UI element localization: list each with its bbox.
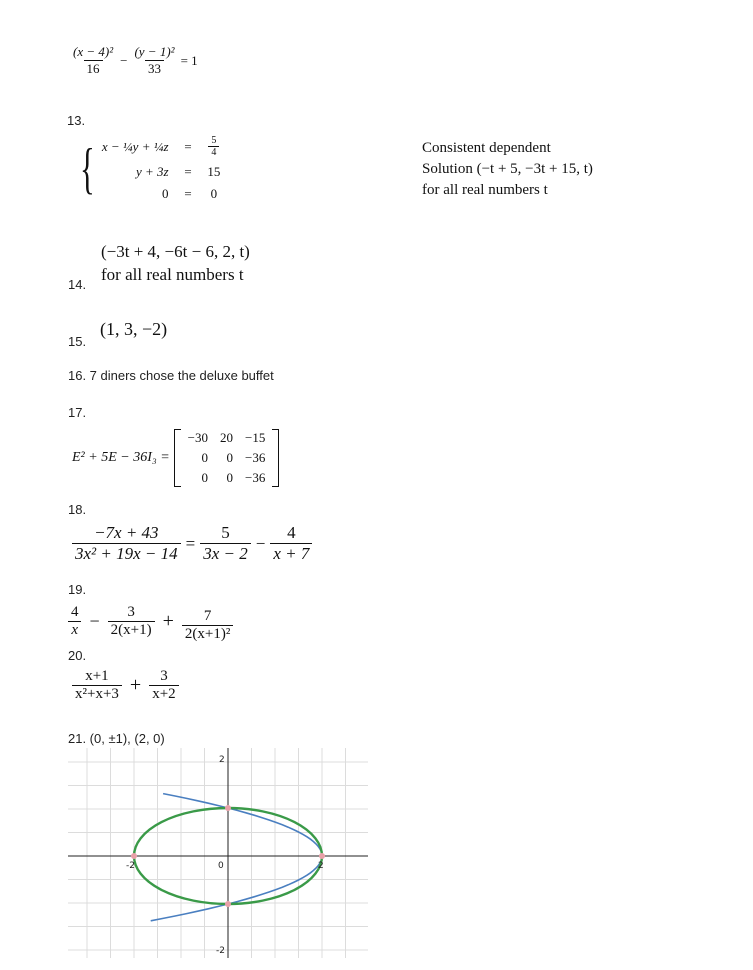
x-tick-neg2: -2 xyxy=(126,861,135,871)
term2-fraction: $\frac{3}{x+2}$ xyxy=(149,668,178,703)
matrix-row xyxy=(183,469,271,487)
item-17-label: 17. xyxy=(68,405,87,420)
rhs-fraction: $\frac{5}{4}$ xyxy=(208,135,219,158)
matrix-cell: 0 xyxy=(201,470,209,485)
item-18-label: 18. xyxy=(68,502,87,517)
term3-fraction: $\frac{7}{\text{2(x+1)²}}$ xyxy=(182,608,233,643)
x-tick-2: 2 xyxy=(318,861,324,871)
item-15-label: 15. xyxy=(68,334,87,349)
y-tick-2: 2 xyxy=(219,755,225,765)
parabola-curve xyxy=(151,794,322,921)
matrix-row xyxy=(183,429,271,447)
term1-fraction: $\frac{5}{3x - 2}$ xyxy=(200,523,251,564)
system-13 xyxy=(74,131,225,206)
item-20-label: 20. xyxy=(68,648,87,663)
intersection-point-bottom xyxy=(225,901,231,907)
matrix-cell: 20 xyxy=(220,430,234,445)
item-19-label: 19. xyxy=(68,582,87,597)
term2-fraction: $\frac{4}{x + 7}$ xyxy=(270,523,312,564)
matrix-cell: 0 xyxy=(226,450,234,465)
term2-fraction: $\frac{3}{2(x+1)}$ xyxy=(108,604,155,639)
left-brace: { xyxy=(80,137,95,200)
term1-fraction: $\frac{4}{x}$ xyxy=(68,604,82,639)
result-matrix xyxy=(181,427,273,489)
right-bracket xyxy=(272,429,279,487)
fraction-y: $\frac{\text{(y − 1)²}}{33}$ xyxy=(134,44,175,76)
equation-18: $\frac{-7x + 43}{\text{3x² + 19x − 14}}$ = $\frac{5}{3x - 2}$ − $\frac{4}{x + 7}$ xyxy=(72,523,312,564)
matrix-cell: −15 xyxy=(245,430,266,445)
matrix-row xyxy=(183,449,271,467)
answer-13: Consistent dependent Solution (−t + 5, −3t + 15, t) for all real numbers t xyxy=(422,140,593,198)
item-14-label: 14. xyxy=(68,277,87,292)
y-tick-neg2: -2 xyxy=(216,946,225,956)
equation-19: $\frac{4}{x}$ − $\frac{3}{2(x+1)}$ + $\frac{7}{\text{2(x+1)²}}$ xyxy=(68,600,233,643)
lhs-fraction: $\frac{-7x + 43}{\text{3x² + 19x − 14}}$ xyxy=(72,523,181,564)
answer-14: (−3t + 4, −6t − 6, 2, t) for all real numbers t xyxy=(101,242,250,284)
matrix-cell: 0 xyxy=(201,450,209,465)
intersection-point-top xyxy=(225,805,231,811)
matrix-cell: −30 xyxy=(187,430,209,445)
matrix-equation-17: E² + 5E − 36I₃ = −30 20 −15 0 0 −36 0 0 −36 xyxy=(72,427,279,489)
equation-12: $\frac{\text{(x − 4)²}}{16}$ − $\frac{\text{(y − 1)²}}{33}$ = 1 xyxy=(70,44,198,77)
item-13-label: 13. xyxy=(67,113,86,128)
term1-fraction: $\frac{x+1}{\text{x²+x+3}}$ xyxy=(72,668,122,703)
intersection-point-right xyxy=(319,853,325,859)
graph-21 xyxy=(68,748,368,958)
answer-15: (1, 3, −2) xyxy=(100,319,168,339)
answer-16: 16. 7 diners chose the deluxe buffet xyxy=(68,368,274,383)
matrix-cell: 0 xyxy=(226,470,234,485)
matrix-cell: −36 xyxy=(245,470,266,485)
vertex-point-left xyxy=(131,853,137,859)
x-tick-0: 0 xyxy=(218,861,224,871)
answer-21: 21. (0, ±1), (2, 0) xyxy=(68,731,165,746)
left-bracket xyxy=(174,429,181,487)
matrix-cell: −36 xyxy=(245,450,266,465)
fraction-x: $\frac{\text{(x − 4)²}}{16}$ xyxy=(73,44,114,76)
system-table: x − ¼y + ¼z = $\frac{5}{4}$ y + 3z = 15 0 = 0 xyxy=(101,135,221,201)
equation-20: $\frac{x+1}{\text{x²+x+3}}$ + $\frac{3}{x+2}$ xyxy=(72,668,179,703)
